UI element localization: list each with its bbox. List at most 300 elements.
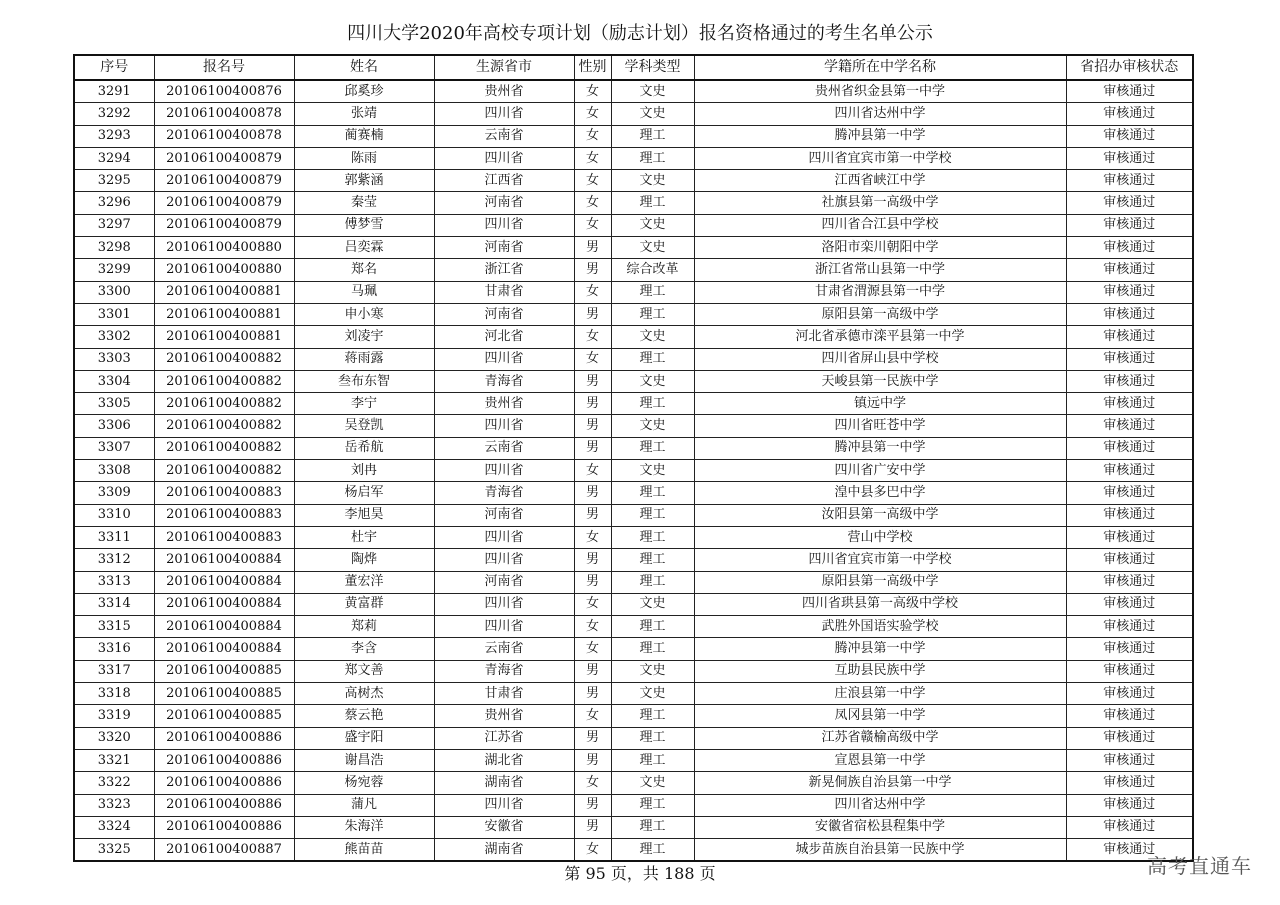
cell-col-reg-no: 20106100400878: [154, 125, 294, 147]
header-col-school: 学籍所在中学名称: [694, 55, 1066, 80]
cell-col-school: 天峻县第一民族中学: [694, 370, 1066, 392]
candidate-table: [73, 54, 1194, 862]
cell-col-reg-no: 20106100400886: [154, 816, 294, 838]
table-row: [74, 370, 1193, 392]
cell-col-gender: 女: [574, 705, 611, 727]
cell-col-subject: 文史: [611, 593, 694, 615]
cell-col-reg-no: 20106100400882: [154, 437, 294, 459]
cell-col-school: 镇远中学: [694, 393, 1066, 415]
cell-col-reg-no: 20106100400880: [154, 237, 294, 259]
cell-col-province: 四川省: [434, 549, 574, 571]
cell-col-name: 郑名: [294, 259, 434, 281]
cell-col-subject: 理工: [611, 549, 694, 571]
cell-col-gender: 男: [574, 393, 611, 415]
cell-col-gender: 女: [574, 80, 611, 103]
cell-col-name: 刘凌宇: [294, 326, 434, 348]
cell-col-school: 庄浪县第一中学: [694, 683, 1066, 705]
cell-col-seq: 3310: [74, 504, 154, 526]
cell-col-school: 原阳县第一高级中学: [694, 571, 1066, 593]
table-row: [74, 616, 1193, 638]
cell-col-province: 贵州省: [434, 80, 574, 103]
cell-col-reg-no: 20106100400878: [154, 103, 294, 125]
cell-col-province: 云南省: [434, 437, 574, 459]
cell-col-subject: 文史: [611, 80, 694, 103]
table-row: [74, 192, 1193, 214]
cell-col-name: 蔡云艳: [294, 705, 434, 727]
table-row: [74, 147, 1193, 169]
table-row: [74, 526, 1193, 548]
table-row: [74, 214, 1193, 236]
table-row: [74, 303, 1193, 325]
cell-col-status: 审核通过: [1066, 281, 1193, 303]
cell-col-reg-no: 20106100400882: [154, 370, 294, 392]
cell-col-school: 四川省达州中学: [694, 794, 1066, 816]
cell-col-province: 四川省: [434, 415, 574, 437]
cell-col-subject: 文史: [611, 214, 694, 236]
cell-col-status: 审核通过: [1066, 794, 1193, 816]
cell-col-status: 审核通过: [1066, 147, 1193, 169]
cell-col-reg-no: 20106100400882: [154, 393, 294, 415]
cell-col-province: 四川省: [434, 214, 574, 236]
cell-col-school: 四川省达州中学: [694, 103, 1066, 125]
cell-col-reg-no: 20106100400884: [154, 571, 294, 593]
header-col-name: 姓名: [294, 55, 434, 80]
cell-col-gender: 男: [574, 794, 611, 816]
cell-col-status: 审核通过: [1066, 526, 1193, 548]
cell-col-subject: 文史: [611, 415, 694, 437]
cell-col-reg-no: 20106100400881: [154, 326, 294, 348]
cell-col-status: 审核通过: [1066, 571, 1193, 593]
cell-col-name: 申小寒: [294, 303, 434, 325]
cell-col-province: 云南省: [434, 638, 574, 660]
cell-col-name: 陶烨: [294, 549, 434, 571]
cell-col-subject: 理工: [611, 727, 694, 749]
cell-col-school: 新晃侗族自治县第一中学: [694, 772, 1066, 794]
cell-col-province: 四川省: [434, 147, 574, 169]
watermark-logo: 高考直通车: [1147, 854, 1252, 878]
table-row: [74, 705, 1193, 727]
cell-col-school: 甘肃省渭源县第一中学: [694, 281, 1066, 303]
cell-col-reg-no: 20106100400882: [154, 415, 294, 437]
cell-col-status: 审核通过: [1066, 727, 1193, 749]
cell-col-gender: 女: [574, 348, 611, 370]
cell-col-province: 青海省: [434, 370, 574, 392]
cell-col-name: 郑文善: [294, 660, 434, 682]
cell-col-province: 四川省: [434, 526, 574, 548]
cell-col-status: 审核通过: [1066, 705, 1193, 727]
cell-col-seq: 3325: [74, 839, 154, 862]
cell-col-seq: 3324: [74, 816, 154, 838]
cell-col-status: 审核通过: [1066, 192, 1193, 214]
cell-col-province: 河南省: [434, 303, 574, 325]
cell-col-school: 凤冈县第一中学: [694, 705, 1066, 727]
cell-col-province: 江西省: [434, 170, 574, 192]
cell-col-province: 河南省: [434, 571, 574, 593]
cell-col-school: 洛阳市栾川朝阳中学: [694, 237, 1066, 259]
cell-col-gender: 男: [574, 571, 611, 593]
cell-col-reg-no: 20106100400876: [154, 80, 294, 103]
cell-col-province: 四川省: [434, 593, 574, 615]
cell-col-name: 谢昌浩: [294, 749, 434, 771]
cell-col-gender: 男: [574, 482, 611, 504]
cell-col-subject: 文史: [611, 103, 694, 125]
table-row: [74, 816, 1193, 838]
cell-col-name: 张靖: [294, 103, 434, 125]
cell-col-province: 青海省: [434, 482, 574, 504]
table-row: [74, 125, 1193, 147]
cell-col-province: 甘肃省: [434, 683, 574, 705]
cell-col-province: 河南省: [434, 504, 574, 526]
cell-col-subject: 文史: [611, 772, 694, 794]
cell-col-status: 审核通过: [1066, 616, 1193, 638]
cell-col-seq: 3292: [74, 103, 154, 125]
table-row: [74, 103, 1193, 125]
cell-col-name: 熊苗苗: [294, 839, 434, 862]
cell-col-gender: 女: [574, 839, 611, 862]
cell-col-reg-no: 20106100400879: [154, 192, 294, 214]
cell-col-province: 贵州省: [434, 705, 574, 727]
header-col-seq: 序号: [74, 55, 154, 80]
cell-col-gender: 女: [574, 192, 611, 214]
cell-col-subject: 理工: [611, 816, 694, 838]
cell-col-gender: 男: [574, 683, 611, 705]
cell-col-name: 杜宇: [294, 526, 434, 548]
cell-col-reg-no: 20106100400884: [154, 616, 294, 638]
cell-col-seq: 3296: [74, 192, 154, 214]
cell-col-status: 审核通过: [1066, 460, 1193, 482]
cell-col-school: 四川省广安中学: [694, 460, 1066, 482]
cell-col-status: 审核通过: [1066, 259, 1193, 281]
cell-col-province: 四川省: [434, 794, 574, 816]
cell-col-seq: 3308: [74, 460, 154, 482]
cell-col-seq: 3293: [74, 125, 154, 147]
cell-col-subject: 理工: [611, 571, 694, 593]
cell-col-name: 郑莉: [294, 616, 434, 638]
cell-col-status: 审核通过: [1066, 326, 1193, 348]
cell-col-status: 审核通过: [1066, 660, 1193, 682]
table-row: [74, 794, 1193, 816]
cell-col-gender: 女: [574, 460, 611, 482]
cell-col-seq: 3312: [74, 549, 154, 571]
cell-col-school: 河北省承德市滦平县第一中学: [694, 326, 1066, 348]
table-row: [74, 549, 1193, 571]
cell-col-seq: 3311: [74, 526, 154, 548]
table-row: [74, 683, 1193, 705]
cell-col-gender: 女: [574, 326, 611, 348]
cell-col-reg-no: 20106100400885: [154, 660, 294, 682]
cell-col-status: 审核通过: [1066, 348, 1193, 370]
cell-col-reg-no: 20106100400886: [154, 749, 294, 771]
cell-col-seq: 3313: [74, 571, 154, 593]
cell-col-name: 郭紫涵: [294, 170, 434, 192]
cell-col-seq: 3316: [74, 638, 154, 660]
cell-col-subject: 理工: [611, 281, 694, 303]
table-header: [74, 55, 1193, 80]
cell-col-seq: 3302: [74, 326, 154, 348]
cell-col-name: 高树杰: [294, 683, 434, 705]
header-col-status: 省招办审核状态: [1066, 55, 1193, 80]
cell-col-school: 江西省峡江中学: [694, 170, 1066, 192]
cell-col-name: 杨宛蓉: [294, 772, 434, 794]
cell-col-name: 马珮: [294, 281, 434, 303]
header-col-province: 生源省市: [434, 55, 574, 80]
cell-col-reg-no: 20106100400879: [154, 214, 294, 236]
cell-col-status: 审核通过: [1066, 370, 1193, 392]
cell-col-name: 董宏洋: [294, 571, 434, 593]
cell-col-gender: 女: [574, 772, 611, 794]
cell-col-province: 河南省: [434, 237, 574, 259]
cell-col-school: 四川省宜宾市第一中学校: [694, 147, 1066, 169]
cell-col-seq: 3314: [74, 593, 154, 615]
table-row: [74, 772, 1193, 794]
cell-col-name: 秦莹: [294, 192, 434, 214]
cell-col-status: 审核通过: [1066, 549, 1193, 571]
cell-col-gender: 男: [574, 415, 611, 437]
cell-col-reg-no: 20106100400886: [154, 772, 294, 794]
cell-col-status: 审核通过: [1066, 638, 1193, 660]
cell-col-gender: 女: [574, 526, 611, 548]
cell-col-reg-no: 20106100400879: [154, 170, 294, 192]
cell-col-status: 审核通过: [1066, 593, 1193, 615]
cell-col-seq: 3323: [74, 794, 154, 816]
header-row: [74, 55, 1193, 80]
cell-col-reg-no: 20106100400882: [154, 460, 294, 482]
table-body: [74, 80, 1193, 861]
cell-col-gender: 女: [574, 125, 611, 147]
table-row: [74, 80, 1193, 103]
cell-col-gender: 男: [574, 237, 611, 259]
cell-col-province: 四川省: [434, 103, 574, 125]
cell-col-subject: 综合改革: [611, 259, 694, 281]
cell-col-status: 审核通过: [1066, 103, 1193, 125]
cell-col-school: 互助县民族中学: [694, 660, 1066, 682]
cell-col-reg-no: 20106100400881: [154, 281, 294, 303]
cell-col-gender: 男: [574, 549, 611, 571]
table-row: [74, 504, 1193, 526]
cell-col-seq: 3300: [74, 281, 154, 303]
cell-col-province: 四川省: [434, 616, 574, 638]
cell-col-gender: 女: [574, 638, 611, 660]
cell-col-seq: 3320: [74, 727, 154, 749]
cell-col-reg-no: 20106100400882: [154, 348, 294, 370]
cell-col-status: 审核通过: [1066, 816, 1193, 838]
cell-col-reg-no: 20106100400883: [154, 526, 294, 548]
cell-col-gender: 女: [574, 281, 611, 303]
table-row: [74, 839, 1193, 862]
cell-col-province: 贵州省: [434, 393, 574, 415]
cell-col-gender: 男: [574, 727, 611, 749]
cell-col-status: 审核通过: [1066, 237, 1193, 259]
cell-col-province: 湖南省: [434, 839, 574, 862]
cell-col-school: 城步苗族自治县第一民族中学: [694, 839, 1066, 862]
header-col-gender: 性别: [574, 55, 611, 80]
cell-col-gender: 女: [574, 214, 611, 236]
table-row: [74, 237, 1193, 259]
cell-col-reg-no: 20106100400884: [154, 593, 294, 615]
cell-col-status: 审核通过: [1066, 415, 1193, 437]
cell-col-subject: 理工: [611, 705, 694, 727]
cell-col-subject: 文史: [611, 683, 694, 705]
cell-col-name: 邱奚珍: [294, 80, 434, 103]
cell-col-seq: 3291: [74, 80, 154, 103]
cell-col-province: 河北省: [434, 326, 574, 348]
table-row: [74, 281, 1193, 303]
cell-col-school: 汝阳县第一高级中学: [694, 504, 1066, 526]
cell-col-gender: 男: [574, 504, 611, 526]
cell-col-name: 傅梦雪: [294, 214, 434, 236]
cell-col-status: 审核通过: [1066, 839, 1193, 862]
cell-col-name: 刘冉: [294, 460, 434, 482]
cell-col-province: 四川省: [434, 460, 574, 482]
cell-col-subject: 理工: [611, 749, 694, 771]
cell-col-name: 盛宇阳: [294, 727, 434, 749]
cell-col-school: 原阳县第一高级中学: [694, 303, 1066, 325]
cell-col-school: 浙江省常山县第一中学: [694, 259, 1066, 281]
cell-col-name: 李旭昊: [294, 504, 434, 526]
cell-col-school: 社旗县第一高级中学: [694, 192, 1066, 214]
table-row: [74, 593, 1193, 615]
cell-col-province: 江苏省: [434, 727, 574, 749]
cell-col-subject: 文史: [611, 237, 694, 259]
table-row: [74, 170, 1193, 192]
cell-col-subject: 理工: [611, 794, 694, 816]
cell-col-gender: 女: [574, 616, 611, 638]
cell-col-seq: 3301: [74, 303, 154, 325]
cell-col-seq: 3297: [74, 214, 154, 236]
cell-col-gender: 男: [574, 660, 611, 682]
cell-col-school: 四川省旺苍中学: [694, 415, 1066, 437]
cell-col-subject: 理工: [611, 147, 694, 169]
cell-col-name: 蒲凡: [294, 794, 434, 816]
cell-col-subject: 理工: [611, 348, 694, 370]
cell-col-subject: 理工: [611, 839, 694, 862]
cell-col-school: 腾冲县第一中学: [694, 125, 1066, 147]
cell-col-status: 审核通过: [1066, 482, 1193, 504]
page-number: 第 95 页，共 188 页: [564, 864, 716, 883]
cell-col-reg-no: 20106100400886: [154, 794, 294, 816]
cell-col-province: 甘肃省: [434, 281, 574, 303]
cell-col-school: 武胜外国语实验学校: [694, 616, 1066, 638]
table-row: [74, 638, 1193, 660]
cell-col-name: 黄富群: [294, 593, 434, 615]
cell-col-reg-no: 20106100400886: [154, 727, 294, 749]
cell-col-status: 审核通过: [1066, 80, 1193, 103]
cell-col-name: 吴登凯: [294, 415, 434, 437]
cell-col-status: 审核通过: [1066, 437, 1193, 459]
cell-col-subject: 文史: [611, 660, 694, 682]
cell-col-subject: 理工: [611, 482, 694, 504]
cell-col-gender: 男: [574, 437, 611, 459]
cell-col-gender: 女: [574, 170, 611, 192]
cell-col-province: 湖南省: [434, 772, 574, 794]
cell-col-subject: 理工: [611, 616, 694, 638]
cell-col-reg-no: 20106100400883: [154, 482, 294, 504]
cell-col-subject: 理工: [611, 393, 694, 415]
cell-col-subject: 理工: [611, 526, 694, 548]
cell-col-subject: 理工: [611, 303, 694, 325]
cell-col-gender: 女: [574, 147, 611, 169]
cell-col-province: 湖北省: [434, 749, 574, 771]
cell-col-subject: 理工: [611, 125, 694, 147]
cell-col-seq: 3306: [74, 415, 154, 437]
cell-col-seq: 3294: [74, 147, 154, 169]
cell-col-school: 湟中县多巴中学: [694, 482, 1066, 504]
cell-col-school: 四川省宜宾市第一中学校: [694, 549, 1066, 571]
header-col-reg-no: 报名号: [154, 55, 294, 80]
page-title: 四川大学2020年高校专项计划（励志计划）报名资格通过的考生名单公示: [347, 23, 933, 44]
cell-col-gender: 男: [574, 749, 611, 771]
cell-col-school: 四川省珙县第一高级中学校: [694, 593, 1066, 615]
cell-col-province: 云南省: [434, 125, 574, 147]
table-row: [74, 326, 1193, 348]
cell-col-province: 四川省: [434, 348, 574, 370]
cell-col-name: 蔺赛楠: [294, 125, 434, 147]
cell-col-seq: 3295: [74, 170, 154, 192]
cell-col-name: 朱海洋: [294, 816, 434, 838]
cell-col-subject: 文史: [611, 326, 694, 348]
cell-col-reg-no: 20106100400883: [154, 504, 294, 526]
table-row: [74, 727, 1193, 749]
cell-col-school: 四川省屏山县中学校: [694, 348, 1066, 370]
table-row: [74, 749, 1193, 771]
cell-col-school: 贵州省织金县第一中学: [694, 80, 1066, 103]
table-row: [74, 482, 1193, 504]
header-col-subject: 学科类型: [611, 55, 694, 80]
cell-col-name: 吕奕霖: [294, 237, 434, 259]
table-row: [74, 348, 1193, 370]
cell-col-seq: 3321: [74, 749, 154, 771]
cell-col-subject: 理工: [611, 437, 694, 459]
cell-col-subject: 理工: [611, 192, 694, 214]
cell-col-seq: 3322: [74, 772, 154, 794]
cell-col-name: 岳希航: [294, 437, 434, 459]
cell-col-seq: 3309: [74, 482, 154, 504]
cell-col-status: 审核通过: [1066, 504, 1193, 526]
cell-col-seq: 3303: [74, 348, 154, 370]
table-row: [74, 571, 1193, 593]
cell-col-status: 审核通过: [1066, 749, 1193, 771]
cell-col-reg-no: 20106100400884: [154, 549, 294, 571]
cell-col-province: 安徽省: [434, 816, 574, 838]
cell-col-subject: 文史: [611, 370, 694, 392]
cell-col-seq: 3315: [74, 616, 154, 638]
cell-col-reg-no: 20106100400881: [154, 303, 294, 325]
cell-col-province: 河南省: [434, 192, 574, 214]
cell-col-subject: 理工: [611, 504, 694, 526]
cell-col-reg-no: 20106100400884: [154, 638, 294, 660]
cell-col-seq: 3318: [74, 683, 154, 705]
cell-col-school: 腾冲县第一中学: [694, 437, 1066, 459]
cell-col-gender: 男: [574, 370, 611, 392]
cell-col-seq: 3317: [74, 660, 154, 682]
cell-col-reg-no: 20106100400887: [154, 839, 294, 862]
cell-col-status: 审核通过: [1066, 170, 1193, 192]
cell-col-school: 腾冲县第一中学: [694, 638, 1066, 660]
cell-col-school: 安徽省宿松县程集中学: [694, 816, 1066, 838]
cell-col-status: 审核通过: [1066, 125, 1193, 147]
table-row: [74, 259, 1193, 281]
cell-col-school: 江苏省赣榆高级中学: [694, 727, 1066, 749]
cell-col-seq: 3307: [74, 437, 154, 459]
cell-col-province: 浙江省: [434, 259, 574, 281]
cell-col-school: 四川省合江县中学校: [694, 214, 1066, 236]
cell-col-gender: 女: [574, 593, 611, 615]
cell-col-gender: 男: [574, 816, 611, 838]
cell-col-reg-no: 20106100400879: [154, 147, 294, 169]
table-row: [74, 393, 1193, 415]
cell-col-status: 审核通过: [1066, 393, 1193, 415]
cell-col-status: 审核通过: [1066, 303, 1193, 325]
